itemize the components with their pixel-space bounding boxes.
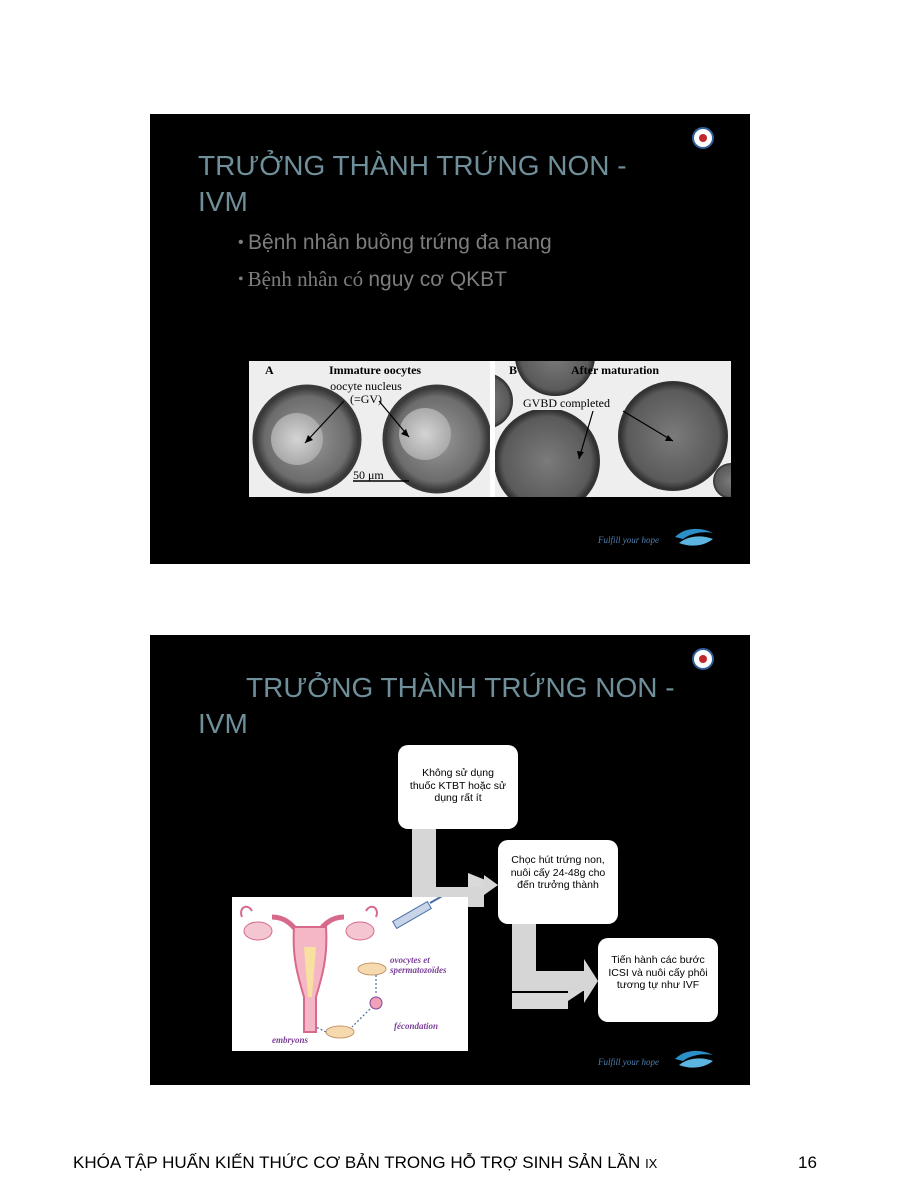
- slide-2-title: TRƯỞNG THÀNH TRỨNG NON - IVM: [198, 672, 675, 739]
- panel-b-letter: B: [509, 363, 518, 377]
- slogan-text: Fulfill your hope: [598, 535, 659, 545]
- page-number: 16: [798, 1153, 817, 1172]
- panel-a-letter: A: [265, 363, 274, 377]
- institution-logo-icon: [692, 127, 714, 149]
- slogan-text: Fulfill your hope: [598, 1057, 659, 1067]
- flow-step-1: Không sử dụng thuốc KTBT hoặc sử dụng rất ít: [398, 745, 518, 829]
- panel-a-title: Immature oocytes: [329, 363, 422, 377]
- brand-wave-icon: [673, 1047, 715, 1069]
- slide-1: [150, 114, 750, 564]
- flow-step-2: Chọc hút trứng non, nuôi cấy 24-48g cho đến trưởng thành: [498, 840, 618, 924]
- fecondation-label: fécondation: [394, 1021, 438, 1031]
- brand-wave-icon: [673, 525, 715, 547]
- oocyte-figure: [249, 361, 731, 497]
- bullet-item: • Bệnh nhân có nguy cơ QKBT: [238, 261, 552, 298]
- slide-1-bullet-list: [238, 224, 552, 298]
- scale-bar-label: 50 μm: [353, 468, 384, 482]
- slide-2: [150, 635, 750, 1085]
- bullet-item: • Bệnh nhân buồng trứng đa nang: [238, 224, 552, 261]
- panel-immature-oocytes: [249, 361, 490, 497]
- oocyte-nucleus-label: oocyte nucleus (=GV): [330, 379, 402, 406]
- panel-b-title: After maturation: [571, 363, 660, 377]
- slide-1-title: TRƯỞNG THÀNH TRỨNG NON - IVM: [198, 150, 627, 217]
- matured-oocytes-image: [495, 361, 731, 497]
- ivf-process-illustration: [232, 897, 468, 1051]
- course-footer: KHÓA TẬP HUẤN KIẾN THỨC CƠ BẢN TRONG HỖ TRỢ SINH SẢN LẦN IX: [73, 1153, 658, 1172]
- flow-step-3: Tiến hành các bước ICSI và nuôi cấy phôi tương tự như IVF: [598, 938, 718, 1022]
- oocytes-label: ovocytes et spermatozoïdes: [390, 955, 447, 975]
- embryons-label: embryons: [272, 1035, 308, 1045]
- panel-after-maturation: [495, 361, 731, 497]
- gvbd-completed-label: GVBD completed: [523, 396, 610, 410]
